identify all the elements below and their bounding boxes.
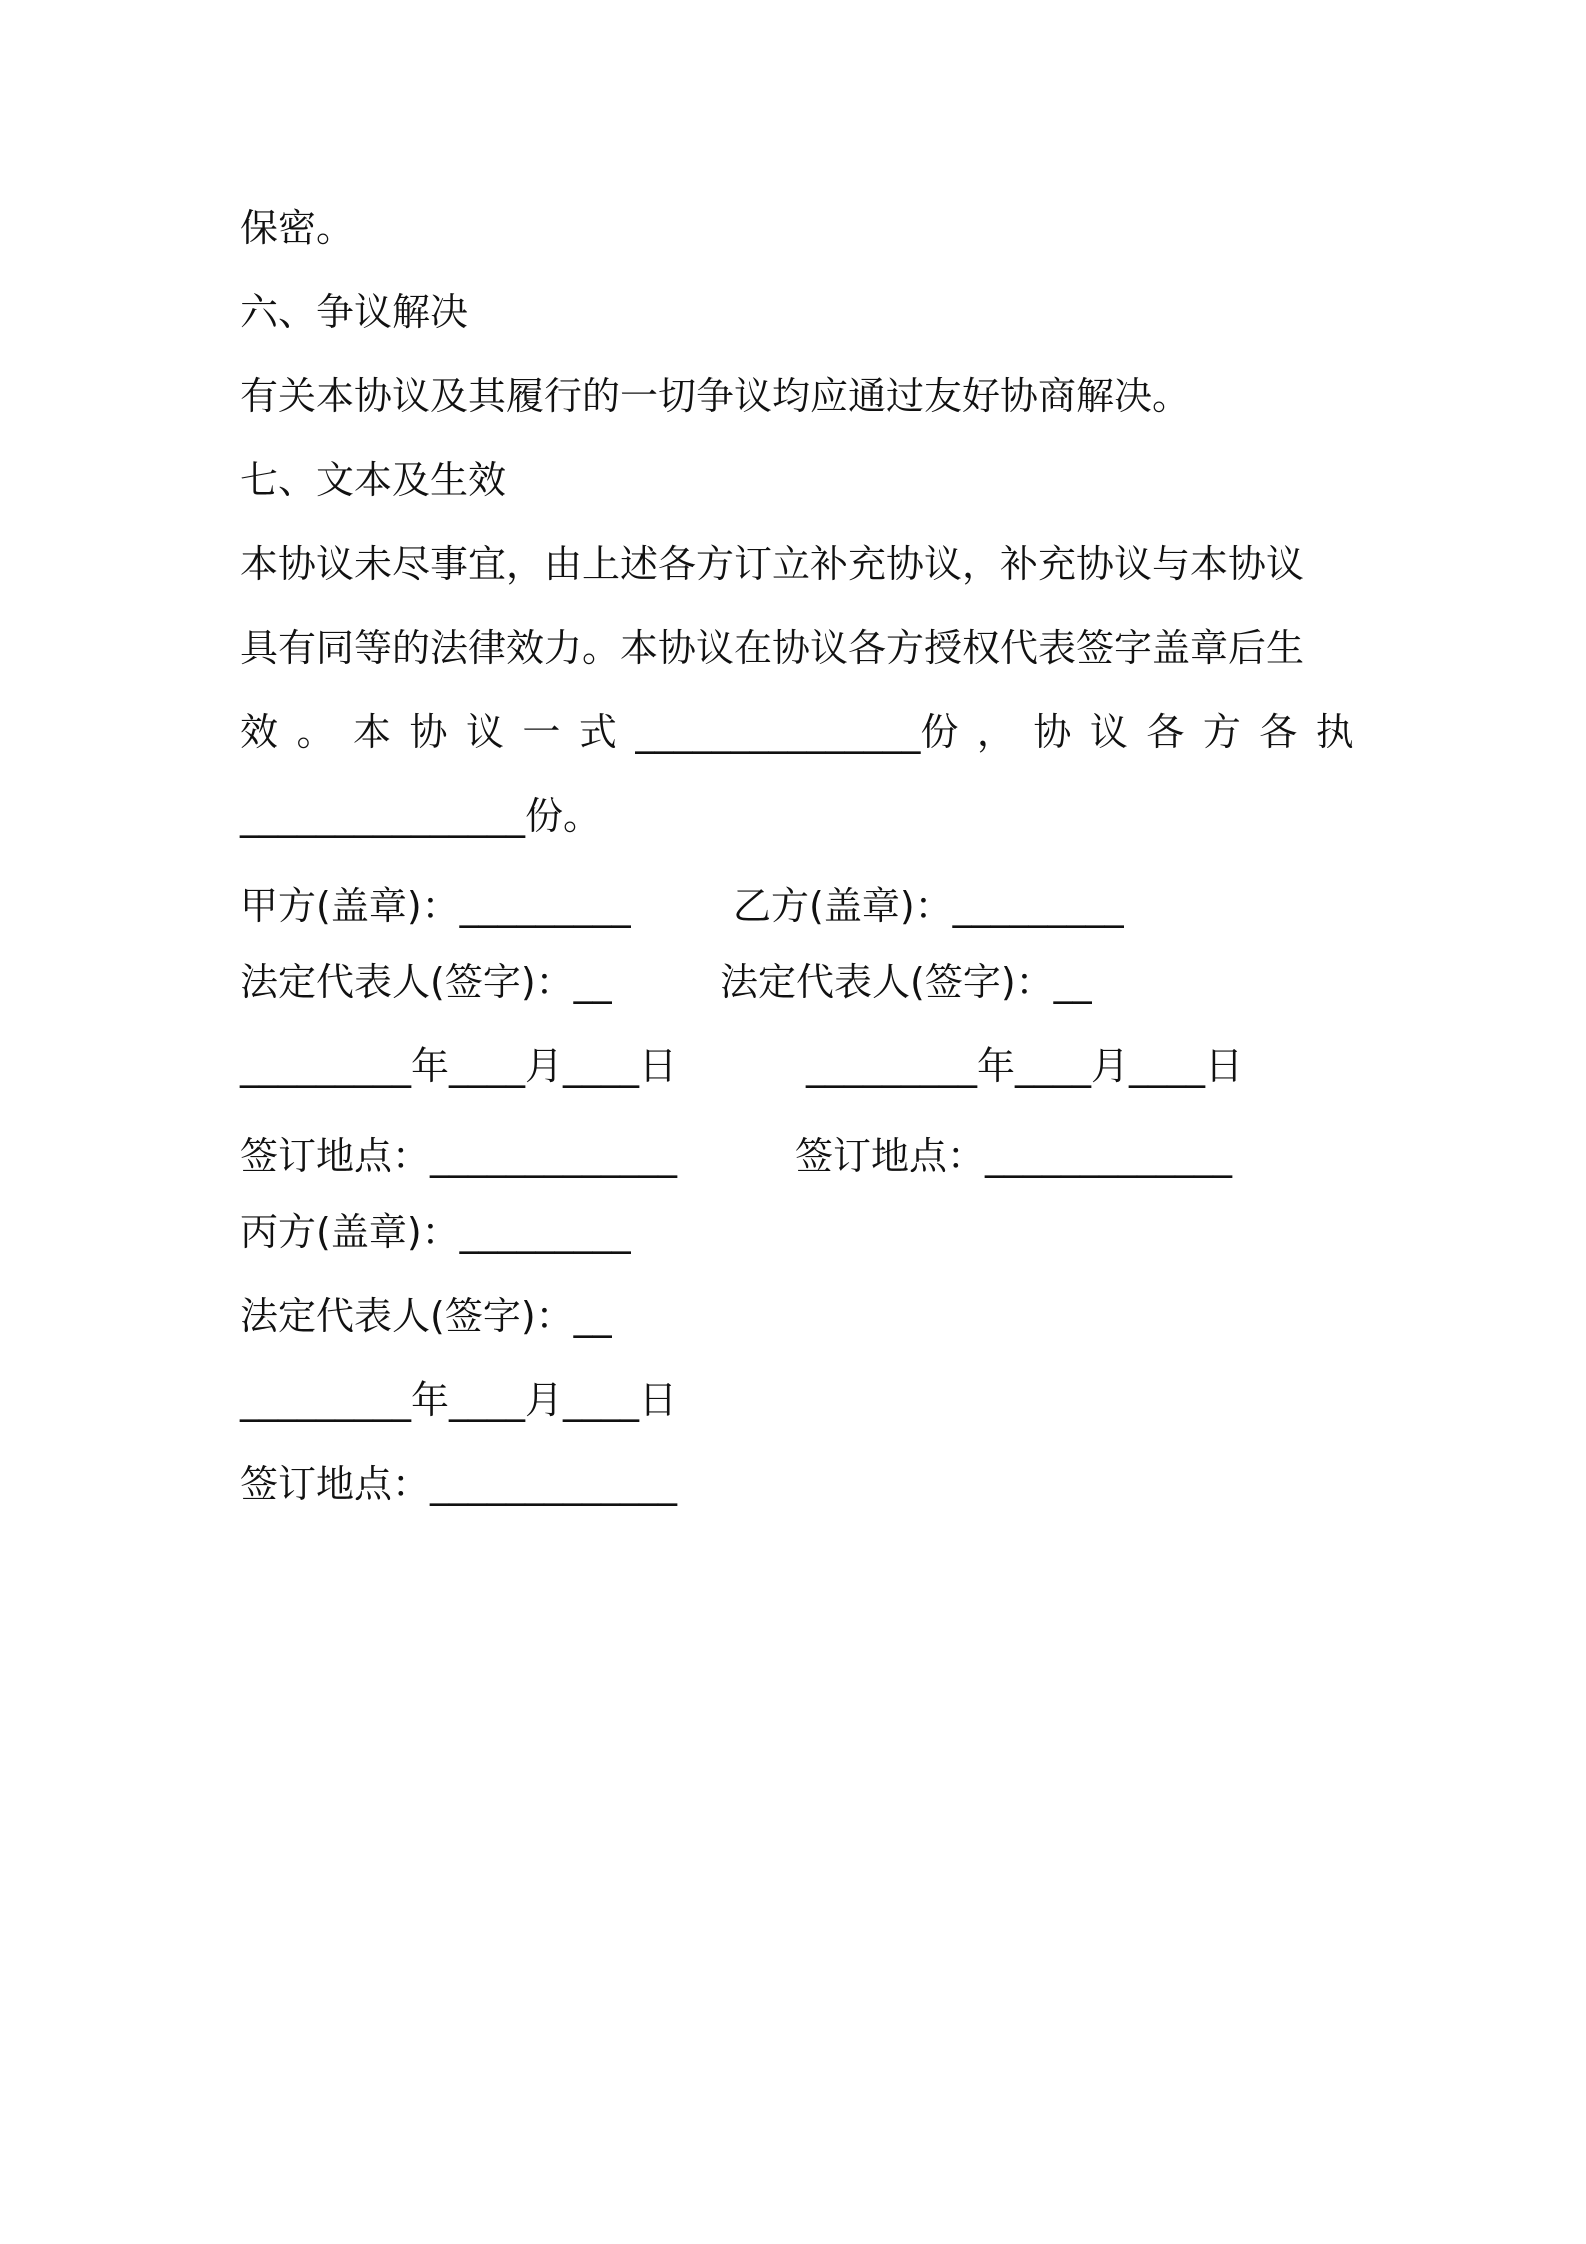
text-char: 一 (522, 710, 561, 754)
party-b-date: _________年____月____日 (806, 1044, 1244, 1088)
text-char: 协 (1033, 710, 1072, 754)
text-char: 各 (1259, 710, 1298, 754)
party-c-place: 签订地点：_____________ (240, 1462, 678, 1506)
party-c-seal: 丙方(盖章)：_________ (240, 1210, 631, 1254)
text-char: 。 (296, 710, 335, 754)
paragraph-effect-line-1: 本协议未尽事宜，由上述各方订立补充协议，补充协议与本协议 (240, 542, 1305, 586)
paragraph-effect-line-3 (240, 708, 1354, 756)
copies-blank: _______________份 (635, 710, 959, 754)
text-char: ， (976, 710, 1015, 754)
text-char: 议 (465, 710, 504, 754)
text-char: 效 (240, 710, 279, 754)
party-c-date: _________年____月____日 (240, 1378, 678, 1422)
section-heading-dispute: 六、争议解决 (240, 290, 469, 334)
paragraph-dispute: 有关本协议及其履行的一切争议均应通过友好协商解决。 (240, 374, 1191, 418)
text-char: 本 (352, 710, 391, 754)
paragraph-effect-line-4: _______________份。 (240, 794, 602, 838)
text-char: 方 (1202, 710, 1241, 754)
paragraph-effect-line-2: 具有同等的法律效力。本协议在协议各方授权代表签字盖章后生 (240, 626, 1305, 670)
text-char: 议 (1089, 710, 1128, 754)
party-a-representative: 法定代表人(签字)：__ (240, 960, 612, 1004)
party-b-seal: 乙方(盖章)：_________ (733, 884, 1124, 928)
party-a-date: _________年____月____日 (240, 1044, 678, 1088)
party-b-place: 签订地点：_____________ (795, 1134, 1233, 1178)
text-char: 协 (409, 710, 448, 754)
paragraph-continuation: 保密。 (240, 206, 355, 250)
party-b-representative: 法定代表人(签字)：__ (720, 960, 1092, 1004)
text-char: 执 (1315, 710, 1354, 754)
text-char: 式 (578, 710, 617, 754)
party-a-place: 签订地点：_____________ (240, 1134, 678, 1178)
party-a-seal: 甲方(盖章)：_________ (240, 884, 631, 928)
party-c-representative: 法定代表人(签字)：__ (240, 1294, 612, 1338)
section-heading-effect: 七、文本及生效 (240, 458, 507, 502)
text-char: 各 (1146, 710, 1185, 754)
